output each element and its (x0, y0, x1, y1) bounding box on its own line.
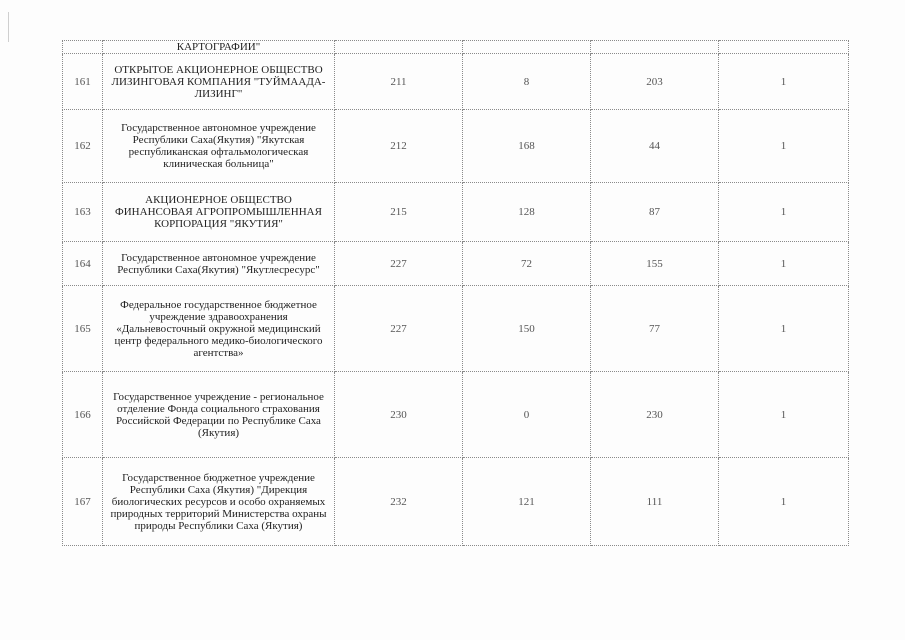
cell-number: 162 (63, 110, 103, 183)
cell-value-4: 1 (719, 372, 849, 458)
table-row (63, 183, 849, 242)
cell-organization-name: Государственное автономное учреждение Республики Саха(Якутия) "Якутская республиканская офтальмологическая клиническая больница" (103, 110, 335, 183)
cell-number: 165 (63, 286, 103, 372)
cell-value-2: 0 (463, 372, 591, 458)
cell-value-2: 168 (463, 110, 591, 183)
cell-number: 161 (63, 54, 103, 110)
scan-edge-mark (8, 12, 9, 42)
cell-organization-name: КАРТОГРАФИИ" (103, 41, 335, 54)
cell-value-1: 215 (335, 183, 463, 242)
cell-organization-name: Государственное автономное учреждение Республики Саха(Якутия) "Якутлесресурс" (103, 242, 335, 286)
table-row (63, 372, 849, 458)
cell-value-3: 87 (591, 183, 719, 242)
cell-value-4: 1 (719, 54, 849, 110)
cell-organization-name: АКЦИОНЕРНОЕ ОБЩЕСТВО ФИНАНСОВАЯ АГРОПРОМЫШЛЕННАЯ КОРПОРАЦИЯ "ЯКУТИЯ" (103, 183, 335, 242)
cell-value-2: 128 (463, 183, 591, 242)
cell-value-3: 111 (591, 458, 719, 546)
cell-value-3: 230 (591, 372, 719, 458)
cell-value-1: 212 (335, 110, 463, 183)
cell-value-1: 227 (335, 286, 463, 372)
cell-value-1 (335, 41, 463, 54)
cell-value-3: 203 (591, 54, 719, 110)
table-row (63, 286, 849, 372)
cell-value-4 (719, 41, 849, 54)
cell-organization-name: ОТКРЫТОЕ АКЦИОНЕРНОЕ ОБЩЕСТВО ЛИЗИНГОВАЯ КОМПАНИЯ "ТУЙМААДА-ЛИЗИНГ" (103, 54, 335, 110)
cell-organization-name: Государственное учреждение - региональное отделение Фонда социального страхования Российской Федерации по Республике Саха (Якутия) (103, 372, 335, 458)
cell-value-3: 155 (591, 242, 719, 286)
cell-value-3 (591, 41, 719, 54)
cell-value-4: 1 (719, 183, 849, 242)
cell-value-3: 77 (591, 286, 719, 372)
cell-value-4: 1 (719, 242, 849, 286)
cell-number: 166 (63, 372, 103, 458)
cell-value-4: 1 (719, 458, 849, 546)
table-row (63, 242, 849, 286)
cell-value-2: 121 (463, 458, 591, 546)
cell-number: 167 (63, 458, 103, 546)
cell-value-1: 227 (335, 242, 463, 286)
cell-value-4: 1 (719, 286, 849, 372)
cell-value-2: 150 (463, 286, 591, 372)
cell-number (63, 41, 103, 54)
table-row (63, 458, 849, 546)
cell-value-1: 230 (335, 372, 463, 458)
cell-number: 164 (63, 242, 103, 286)
cell-value-2: 72 (463, 242, 591, 286)
cell-value-4: 1 (719, 110, 849, 183)
cell-organization-name: Государственное бюджетное учреждение Республики Саха (Якутия) "Дирекция биологических ресурсов и особо охраняемых природных территорий Министерства охраны природы Республики Саха (Якутия) (103, 458, 335, 546)
table-row (63, 54, 849, 110)
table-row (63, 110, 849, 183)
cell-value-1: 232 (335, 458, 463, 546)
cell-value-2: 8 (463, 54, 591, 110)
table-row-continuation (63, 41, 849, 54)
data-table (62, 40, 849, 546)
cell-number: 163 (63, 183, 103, 242)
cell-value-1: 211 (335, 54, 463, 110)
cell-value-3: 44 (591, 110, 719, 183)
cell-organization-name: Федеральное государственное бюджетное учреждение здравоохранения «Дальневосточный окружной медицинский центр федерального медико-биологического агентства» (103, 286, 335, 372)
cell-value-2 (463, 41, 591, 54)
